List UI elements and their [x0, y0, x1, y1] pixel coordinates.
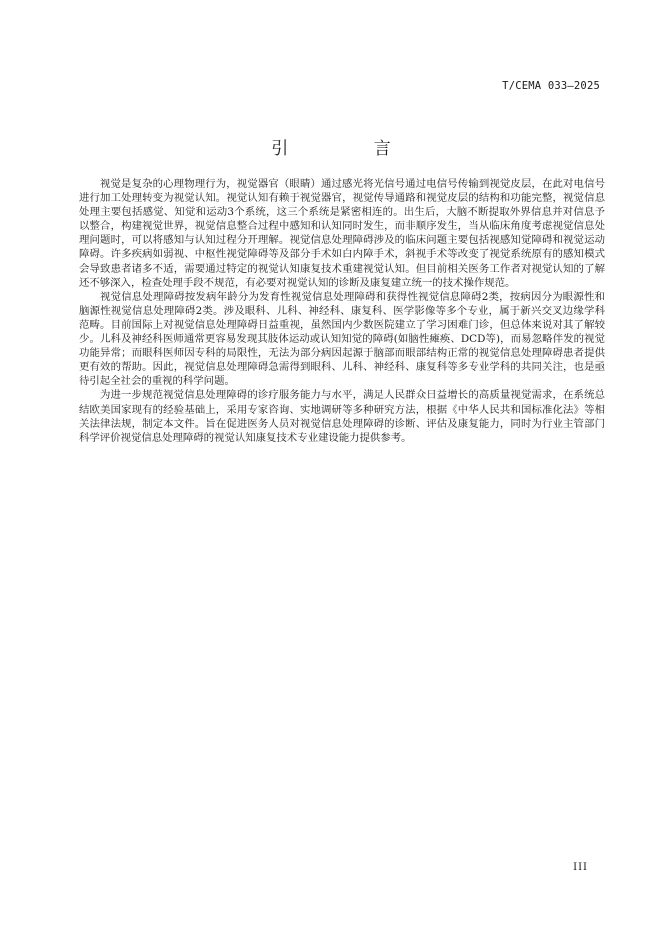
page-number: III: [573, 862, 588, 873]
page-title: 引 言: [271, 139, 431, 159]
paragraph: 视觉是复杂的心理物理行为，视觉器官（眼睛）通过感光将光信号通过电信号传输到视觉皮层，在此对电信号进行加工处理转变为视觉认知。视觉认知有赖于视觉器官，视觉传导通路和视觉皮层的结构和功能完整，视觉信息处理主要包括感觉、知觉和运动3个系统，这三个系统是紧密相连的。出生后，大脑不断提取外界信息并对信息予以整合，构建视觉世界，视觉信息整合过程中感知和认知同时发生，而非顺序发生，当从临床角度考虑视觉信息处理问题时，可以将感知与认知过程分开理解。视觉信息处理障碍涉及的临床问题主要包括视感知觉障碍和视觉运动障碍。许多疾病如弱视、中枢性视觉障碍等及部分手术如白内障手术，斜视手术等改变了视觉系统原有的感知模式会导致患者诸多不适，需要通过特定的视觉认知康复技术重建视觉认知。但目前相关医务工作者对视觉认知的了解还不够深入，检查处理手段不规范，有必要对视觉认知的诊断及康复建立统一的技术操作规范。: [79, 178, 605, 289]
introduction-body: [79, 177, 605, 445]
standard-code: T/CEMA 033—2025: [502, 80, 600, 92]
paragraph: 视觉信息处理障碍按发病年龄分为发育性视觉信息处理障碍和获得性视觉信息障碍2类，按病因分为眼源性和脑源性视觉信息处理障碍2类。涉及眼科、儿科、神经科、康复科、医学影像等多个专业，属于新兴交叉边缘学科范畴。目前国际上对视觉信息处理障碍日益重视，虽然国内少数医院建立了学习困难门诊，但总体来说对其了解较少。儿科及神经科医师通常更容易发现其肢体运动或认知知觉的障碍(如脑性瘫痪、DCD等)，而易忽略伴发的视觉功能异常；而眼科医师因专科的局限性，无法为部分病因起源于脑部而眼部结构正常的视觉信息处理障碍患者提供更有效的帮助。因此，视觉信息处理障碍急需得到眼科、儿科、神经科、康复科等多专业学科的共同关注，也是亟待引起全社会的重视的科学问题。: [79, 290, 605, 388]
paragraph: 为进一步规范视觉信息处理障碍的诊疗服务能力与水平，满足人民群众日益增长的高质量视觉需求，在系统总结欧美国家现有的经验基础上，采用专家咨询、实地调研等多种研究方法，根据《中华人民共和国标准化法》等相关法律法规，制定本文件。旨在促进医务人员对视觉信息处理障碍的诊断、评估及康复能力，同时为行业主管部门科学评价视觉信息处理障碍的视觉认知康复技术专业建设能力提供参考。: [79, 389, 605, 444]
